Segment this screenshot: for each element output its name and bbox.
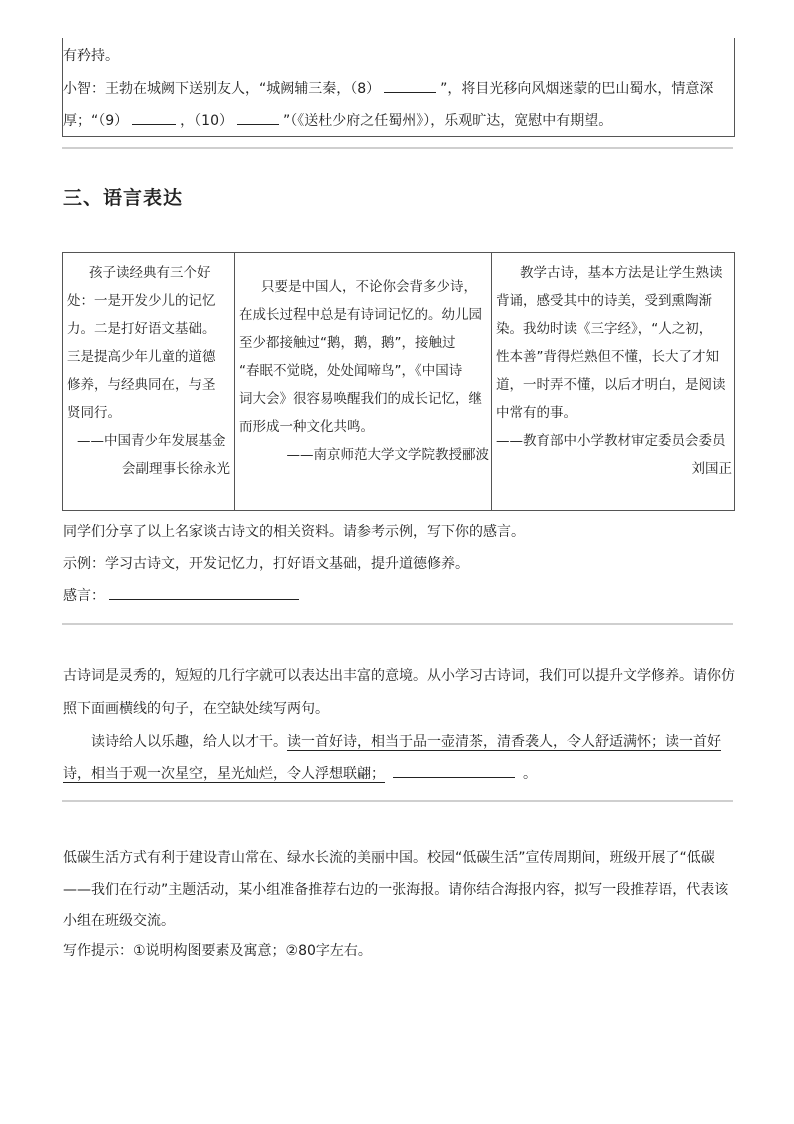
divider xyxy=(62,147,733,149)
q1-example: 示例：学习古诗文，开发记忆力，打好语文基础，提升道德修养。 xyxy=(63,556,469,572)
divider xyxy=(62,800,733,802)
q1-answer-blank[interactable] xyxy=(109,585,299,600)
quotes-table xyxy=(62,252,735,511)
q2-line-3: 读诗给人以乐趣，给人以才干。读一首好诗，相当于品一壶清茶，清香袭人，令人舒适满怀；读一首好 xyxy=(91,734,721,750)
answer-blank-10[interactable] xyxy=(237,110,279,125)
q2-answer-blank[interactable] xyxy=(393,763,515,778)
q3-line-1: 低碳生活方式有利于建设青山常在、绿水长流的美丽中国。校园“低碳生活”宣传周期间，班级开展了“低碳 xyxy=(63,850,715,866)
q3-line-4: 写作提示：①说明构图要素及寓意；②80字左右。 xyxy=(63,943,372,959)
q2-line-1: 古诗词是灵秀的，短短的几行字就可以表达出丰富的意境。从小学习古诗词，我们可以提升文学修养。请你仿 xyxy=(63,668,735,684)
q3-line-2: ——我们在行动”主题活动，某小组准备推荐右边的一张海报。请你结合海报内容，拟写一段推荐语，代表该 xyxy=(63,882,729,898)
q3-line-3: 小组在班级交流。 xyxy=(63,913,175,929)
q2-line-4: 诗，相当于观一次星空，星光灿烂，令人浮想联翩； 。 xyxy=(63,763,537,783)
carryover-line-1: 有矜持。 xyxy=(63,48,119,64)
answer-blank-9[interactable] xyxy=(132,110,176,125)
quote-cell-2: 只要是中国人，不论你会背多少诗， 在成长过程中总是有诗词记忆的。幼儿园 至少都接触过“鹅，鹅，鹅”，接触过 “春眠不觉晓，处处闻啼鸟”，《中国诗 词大会》很容易唤醒我们的成长记忆，继 而形成一种文化共鸣。 ——南京师范大学文学院教授郦波 xyxy=(235,253,492,511)
q1-prompt: 同学们分享了以上名家谈古诗文的相关资料。请参考示例，写下你的感言。 xyxy=(63,524,525,540)
divider xyxy=(62,623,733,625)
q2-line-2: 照下面画横线的句子，在空缺处续写两句。 xyxy=(63,701,329,717)
quote-cell-1: 孩子读经典有三个好 处：一是开发少儿的记忆 力。二是打好语文基础。 三是提高少年儿童的道德 修养，与经典同在，与圣 贤同行。 ——中国青少年发展基金 会副理事长徐永光 xyxy=(63,253,235,511)
section-title: 三、语言表达 xyxy=(63,187,184,209)
carryover-line-2: 小智：王勃在城阙下送别友人，“城阙辅三秦，（8） ”，将目光移向风烟迷蒙的巴山蜀水，情意深 xyxy=(63,78,713,98)
answer-blank-8[interactable] xyxy=(384,78,436,93)
carryover-line-3: 厚；“（9） ，（10） ”（《送杜少府之任蜀州》），乐观旷达，宽慰中有期望。 xyxy=(63,110,612,130)
q1-answer-line: 感言： xyxy=(63,585,299,605)
quote-cell-3: 教学古诗，基本方法是让学生熟读 背诵，感受其中的诗美，受到熏陶渐 染。我幼时读《三字经》，“人之初， 性本善”背得烂熟但不懂，长大了才知 道，一时弄不懂，以后才明白，是阅读 中常有的事。 ——教育部中小学教材审定委员会委员 刘国正 xyxy=(492,253,735,511)
